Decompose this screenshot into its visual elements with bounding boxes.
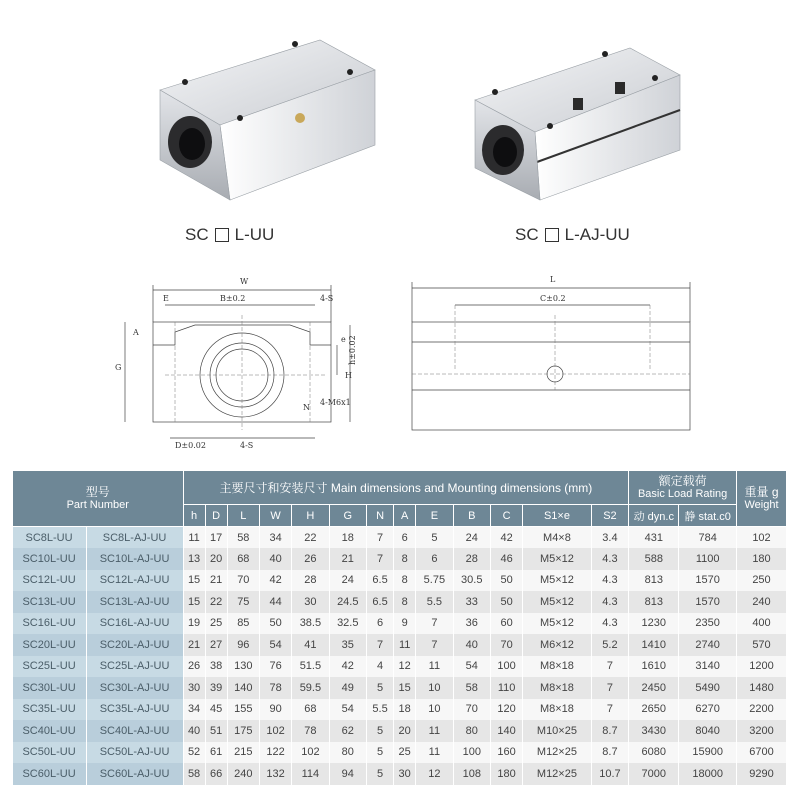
dim-e-small-label: e xyxy=(341,335,346,344)
table-cell: 49 xyxy=(329,677,366,699)
part-number-header-cn: 型号 xyxy=(85,485,110,499)
table-cell: 1230 xyxy=(629,613,679,635)
table-cell: 110 xyxy=(490,677,522,699)
table-cell: 4.3 xyxy=(591,570,629,592)
table-cell: 32.5 xyxy=(329,613,366,635)
column-header: h xyxy=(183,505,205,527)
table-cell: 10.7 xyxy=(591,763,629,785)
table-row xyxy=(13,677,787,699)
table-cell: 22 xyxy=(292,527,329,549)
main-dims-header: 主要尺寸和安装尺寸 Main dimensions and Mounting dimensions (mm) xyxy=(183,471,629,505)
table-cell: 6 xyxy=(416,548,453,570)
table-cell: 25 xyxy=(394,742,416,764)
table-cell: 12 xyxy=(416,763,453,785)
part-number-cell: SC60L-UU xyxy=(13,763,87,785)
table-cell: 30.5 xyxy=(453,570,490,592)
table-cell: 70 xyxy=(453,699,490,721)
table-row xyxy=(13,570,787,592)
table-cell: 250 xyxy=(737,570,787,592)
table-row xyxy=(13,613,787,635)
table-cell: 4.3 xyxy=(591,548,629,570)
part-number-cell: SC16L-AJ-UU xyxy=(86,613,183,635)
table-cell: 11 xyxy=(416,656,453,678)
weight-header xyxy=(737,471,787,527)
column-header: S1×e xyxy=(523,505,591,527)
table-cell: 59.5 xyxy=(292,677,329,699)
table-cell: 6.5 xyxy=(366,570,393,592)
table-row xyxy=(13,742,787,764)
table-cell: 41 xyxy=(292,634,329,656)
table-cell: 6270 xyxy=(679,699,737,721)
table-cell: 20 xyxy=(394,720,416,742)
table-row xyxy=(13,656,787,678)
table-cell: 15 xyxy=(183,570,205,592)
table-cell: 4.3 xyxy=(591,591,629,613)
table-cell: 5.75 xyxy=(416,570,453,592)
table-cell: 6 xyxy=(394,527,416,549)
dim-l-label: L xyxy=(550,275,556,284)
table-cell: 180 xyxy=(737,548,787,570)
part-number-cell: SC25L-UU xyxy=(13,656,87,678)
table-cell: 6 xyxy=(366,613,393,635)
dim-big-h-label: H xyxy=(345,371,352,380)
side-view-drawing xyxy=(400,270,700,435)
part-number-cell: SC30L-UU xyxy=(13,677,87,699)
table-cell: 8.7 xyxy=(591,720,629,742)
table-cell: 13 xyxy=(183,548,205,570)
table-cell: M12×25 xyxy=(523,742,591,764)
table-cell: 7 xyxy=(416,613,453,635)
table-cell: 1410 xyxy=(629,634,679,656)
part-number-cell: SC50L-AJ-UU xyxy=(86,742,183,764)
dim-4s-label: 4-S xyxy=(320,294,334,303)
table-cell: 51.5 xyxy=(292,656,329,678)
table-cell: 28 xyxy=(292,570,329,592)
table-cell: 240 xyxy=(227,763,259,785)
table-cell: M5×12 xyxy=(523,570,591,592)
table-cell: 15 xyxy=(183,591,205,613)
table-row xyxy=(13,527,787,549)
part-number-cell: SC12L-AJ-UU xyxy=(86,570,183,592)
table-cell: 3430 xyxy=(629,720,679,742)
column-header: G xyxy=(329,505,366,527)
table-cell: 50 xyxy=(490,570,522,592)
table-cell: 70 xyxy=(490,634,522,656)
table-cell: 8 xyxy=(394,548,416,570)
weight-header-cn: 重量 g xyxy=(744,485,779,499)
table-cell: 7 xyxy=(591,699,629,721)
part-number-cell: SC20L-AJ-UU xyxy=(86,634,183,656)
table-cell: M4×8 xyxy=(523,527,591,549)
part-number-cell: SC13L-AJ-UU xyxy=(86,591,183,613)
table-cell: 58 xyxy=(183,763,205,785)
table-cell: 18 xyxy=(394,699,416,721)
table-cell: M8×18 xyxy=(523,656,591,678)
table-cell: 11 xyxy=(394,634,416,656)
table-cell: 62 xyxy=(329,720,366,742)
table-cell: 7 xyxy=(591,677,629,699)
caption-l-aj-uu-suffix: L-AJ-UU xyxy=(564,225,630,244)
dim-b-label: B±0.2 xyxy=(220,294,246,303)
table-cell: 6700 xyxy=(737,742,787,764)
table-cell: 175 xyxy=(227,720,259,742)
caption-l-aj-uu xyxy=(515,225,630,245)
table-cell: 4 xyxy=(366,656,393,678)
column-header: S2 xyxy=(591,505,629,527)
table-cell: 2650 xyxy=(629,699,679,721)
table-cell: 7 xyxy=(591,656,629,678)
table-cell: 11 xyxy=(183,527,205,549)
table-cell: 40 xyxy=(183,720,205,742)
part-number-cell: SC8L-AJ-UU xyxy=(86,527,183,549)
table-cell: 27 xyxy=(205,634,227,656)
table-cell: 58 xyxy=(453,677,490,699)
table-cell: 431 xyxy=(629,527,679,549)
table-cell: 42 xyxy=(490,527,522,549)
table-cell: 44 xyxy=(259,591,291,613)
table-cell: 5.5 xyxy=(366,699,393,721)
part-number-cell: SC40L-UU xyxy=(13,720,87,742)
table-cell: 1570 xyxy=(679,591,737,613)
part-number-cell: SC50L-UU xyxy=(13,742,87,764)
table-cell: 50 xyxy=(490,591,522,613)
table-cell: 100 xyxy=(453,742,490,764)
checkbox-square-icon xyxy=(545,228,559,242)
table-cell: 1610 xyxy=(629,656,679,678)
column-header: N xyxy=(366,505,393,527)
table-cell: 30 xyxy=(292,591,329,613)
part-number-cell: SC10L-UU xyxy=(13,548,87,570)
table-cell: 215 xyxy=(227,742,259,764)
table-cell: 155 xyxy=(227,699,259,721)
table-cell: 17 xyxy=(205,527,227,549)
table-cell: M8×18 xyxy=(523,677,591,699)
product-photo-l-aj-uu xyxy=(465,40,690,205)
table-cell: 34 xyxy=(183,699,205,721)
table-cell: 85 xyxy=(227,613,259,635)
table-cell: 160 xyxy=(490,742,522,764)
table-cell: 22 xyxy=(205,591,227,613)
dim-n-label: N xyxy=(303,403,310,412)
table-cell: 7000 xyxy=(629,763,679,785)
table-cell: 39 xyxy=(205,677,227,699)
dim-h-label: h±0.02 xyxy=(348,335,357,365)
caption-l-uu-suffix: L-UU xyxy=(234,225,275,244)
load-rating-header-cn: 额定载荷 xyxy=(658,474,707,488)
table-cell: 2200 xyxy=(737,699,787,721)
table-cell: 20 xyxy=(205,548,227,570)
table-cell: 94 xyxy=(329,763,366,785)
table-cell: 54 xyxy=(259,634,291,656)
table-cell: 4.3 xyxy=(591,613,629,635)
table-cell: 30 xyxy=(394,763,416,785)
front-view-drawing xyxy=(105,270,375,455)
part-number-cell: SC25L-AJ-UU xyxy=(86,656,183,678)
table-cell: 40 xyxy=(453,634,490,656)
table-cell: 132 xyxy=(259,763,291,785)
table-cell: 24 xyxy=(453,527,490,549)
table-cell: 21 xyxy=(205,570,227,592)
table-cell: 30 xyxy=(183,677,205,699)
table-cell: M5×12 xyxy=(523,591,591,613)
table-cell: 42 xyxy=(259,570,291,592)
table-cell: 61 xyxy=(205,742,227,764)
table-cell: 52 xyxy=(183,742,205,764)
table-cell: 21 xyxy=(329,548,366,570)
table-row xyxy=(13,720,787,742)
table-cell: 10 xyxy=(416,677,453,699)
table-cell: 3140 xyxy=(679,656,737,678)
table-cell: 140 xyxy=(490,720,522,742)
table-cell: 8040 xyxy=(679,720,737,742)
caption-l-aj-uu-prefix: SC xyxy=(515,225,539,244)
dim-g-label: G xyxy=(115,363,122,372)
dim-a-label: A xyxy=(133,328,139,337)
spec-table xyxy=(12,470,787,785)
table-cell: 51 xyxy=(205,720,227,742)
table-cell: 813 xyxy=(629,570,679,592)
table-cell: 26 xyxy=(183,656,205,678)
table-cell: 8.7 xyxy=(591,742,629,764)
caption-l-uu xyxy=(185,225,274,245)
table-cell: 68 xyxy=(292,699,329,721)
table-cell: 2740 xyxy=(679,634,737,656)
part-number-cell: SC10L-AJ-UU xyxy=(86,548,183,570)
table-cell: 58 xyxy=(227,527,259,549)
dim-c-label: C±0.2 xyxy=(540,294,566,303)
table-cell: 24.5 xyxy=(329,591,366,613)
table-cell: 9290 xyxy=(737,763,787,785)
table-cell: 33 xyxy=(453,591,490,613)
table-cell: 68 xyxy=(227,548,259,570)
table-row xyxy=(13,763,787,785)
table-cell: 11 xyxy=(416,720,453,742)
table-cell: 9 xyxy=(394,613,416,635)
table-cell: M8×18 xyxy=(523,699,591,721)
table-cell: 42 xyxy=(329,656,366,678)
table-cell: 96 xyxy=(227,634,259,656)
weight-header-en: Weight xyxy=(744,499,779,511)
table-cell: 54 xyxy=(453,656,490,678)
table-cell: 180 xyxy=(490,763,522,785)
part-number-cell: SC20L-UU xyxy=(13,634,87,656)
table-row xyxy=(13,548,787,570)
dim-e-label: E xyxy=(163,294,169,303)
dim-d-label: D±0.02 xyxy=(175,441,206,450)
column-header: 静 stat.c0 xyxy=(679,505,737,527)
table-cell: 78 xyxy=(292,720,329,742)
table-cell: 15900 xyxy=(679,742,737,764)
table-cell: M5×12 xyxy=(523,548,591,570)
caption-l-uu-prefix: SC xyxy=(185,225,209,244)
table-cell: 5 xyxy=(366,763,393,785)
table-cell: 45 xyxy=(205,699,227,721)
table-cell: 5 xyxy=(416,527,453,549)
part-number-cell: SC30L-AJ-UU xyxy=(86,677,183,699)
part-number-header-en: Part Number xyxy=(66,499,129,511)
table-cell: 102 xyxy=(259,720,291,742)
column-header: A xyxy=(394,505,416,527)
column-header: 动 dyn.c xyxy=(629,505,679,527)
table-row xyxy=(13,591,787,613)
part-number-cell: SC35L-UU xyxy=(13,699,87,721)
table-cell: 60 xyxy=(490,613,522,635)
table-cell: 78 xyxy=(259,677,291,699)
part-number-cell: SC16L-UU xyxy=(13,613,87,635)
table-cell: 90 xyxy=(259,699,291,721)
table-cell: 5.5 xyxy=(416,591,453,613)
table-cell: 36 xyxy=(453,613,490,635)
table-cell: 25 xyxy=(205,613,227,635)
table-cell: 24 xyxy=(329,570,366,592)
table-cell: M12×25 xyxy=(523,763,591,785)
dim-m6-label: 4-M6x1 xyxy=(320,398,351,407)
table-cell: 7 xyxy=(366,527,393,549)
table-cell: 6.5 xyxy=(366,591,393,613)
table-cell: 50 xyxy=(259,613,291,635)
table-cell: 21 xyxy=(183,634,205,656)
table-cell: 26 xyxy=(292,548,329,570)
product-photo-l-uu xyxy=(150,30,390,205)
column-header: E xyxy=(416,505,453,527)
table-cell: 588 xyxy=(629,548,679,570)
table-cell: 102 xyxy=(292,742,329,764)
table-cell: 108 xyxy=(453,763,490,785)
table-cell: 102 xyxy=(737,527,787,549)
table-cell: 5490 xyxy=(679,677,737,699)
table-cell: 5 xyxy=(366,742,393,764)
table-cell: 7 xyxy=(366,548,393,570)
part-number-cell: SC12L-UU xyxy=(13,570,87,592)
part-number-cell: SC60L-AJ-UU xyxy=(86,763,183,785)
table-cell: 10 xyxy=(416,699,453,721)
table-cell: 784 xyxy=(679,527,737,549)
table-row xyxy=(13,699,787,721)
table-cell: 18000 xyxy=(679,763,737,785)
table-cell: 5.2 xyxy=(591,634,629,656)
table-cell: 5 xyxy=(366,720,393,742)
table-cell: 19 xyxy=(183,613,205,635)
part-number-header xyxy=(13,471,184,527)
table-cell: 2350 xyxy=(679,613,737,635)
table-cell: 3.4 xyxy=(591,527,629,549)
table-cell: M6×12 xyxy=(523,634,591,656)
table-cell: 40 xyxy=(259,548,291,570)
part-number-cell: SC8L-UU xyxy=(13,527,87,549)
table-cell: 5 xyxy=(366,677,393,699)
table-row xyxy=(13,634,787,656)
table-cell: 15 xyxy=(394,677,416,699)
load-rating-header xyxy=(629,471,737,505)
table-cell: 114 xyxy=(292,763,329,785)
column-header: C xyxy=(490,505,522,527)
table-cell: 130 xyxy=(227,656,259,678)
column-header: H xyxy=(292,505,329,527)
table-cell: M5×12 xyxy=(523,613,591,635)
table-cell: 80 xyxy=(329,742,366,764)
table-cell: 38.5 xyxy=(292,613,329,635)
table-cell: 3200 xyxy=(737,720,787,742)
table-cell: 76 xyxy=(259,656,291,678)
table-cell: 18 xyxy=(329,527,366,549)
table-cell: 70 xyxy=(227,570,259,592)
load-rating-header-en: Basic Load Rating xyxy=(637,488,728,500)
table-cell: 8 xyxy=(394,570,416,592)
table-cell: 400 xyxy=(737,613,787,635)
table-cell: 34 xyxy=(259,527,291,549)
table-cell: 54 xyxy=(329,699,366,721)
table-cell: 7 xyxy=(416,634,453,656)
table-cell: 28 xyxy=(453,548,490,570)
table-cell: 100 xyxy=(490,656,522,678)
table-cell: 1200 xyxy=(737,656,787,678)
table-cell: 1570 xyxy=(679,570,737,592)
table-cell: 120 xyxy=(490,699,522,721)
part-number-cell: SC35L-AJ-UU xyxy=(86,699,183,721)
table-cell: 80 xyxy=(453,720,490,742)
table-cell: 813 xyxy=(629,591,679,613)
table-cell: 66 xyxy=(205,763,227,785)
part-number-cell: SC13L-UU xyxy=(13,591,87,613)
table-cell: 6080 xyxy=(629,742,679,764)
table-cell: 8 xyxy=(394,591,416,613)
column-header: B xyxy=(453,505,490,527)
table-cell: 46 xyxy=(490,548,522,570)
table-cell: 122 xyxy=(259,742,291,764)
table-cell: 1480 xyxy=(737,677,787,699)
table-cell: 38 xyxy=(205,656,227,678)
column-header: L xyxy=(227,505,259,527)
table-cell: M10×25 xyxy=(523,720,591,742)
table-cell: 7 xyxy=(366,634,393,656)
table-cell: 35 xyxy=(329,634,366,656)
dim-4s1-label: 4-S xyxy=(240,441,254,450)
table-cell: 1100 xyxy=(679,548,737,570)
checkbox-square-icon xyxy=(215,228,229,242)
column-header: D xyxy=(205,505,227,527)
column-header: W xyxy=(259,505,291,527)
table-cell: 570 xyxy=(737,634,787,656)
dim-w-label: W xyxy=(240,277,249,286)
table-cell: 140 xyxy=(227,677,259,699)
table-cell: 11 xyxy=(416,742,453,764)
table-cell: 2450 xyxy=(629,677,679,699)
table-cell: 12 xyxy=(394,656,416,678)
part-number-cell: SC40L-AJ-UU xyxy=(86,720,183,742)
table-cell: 240 xyxy=(737,591,787,613)
table-cell: 75 xyxy=(227,591,259,613)
